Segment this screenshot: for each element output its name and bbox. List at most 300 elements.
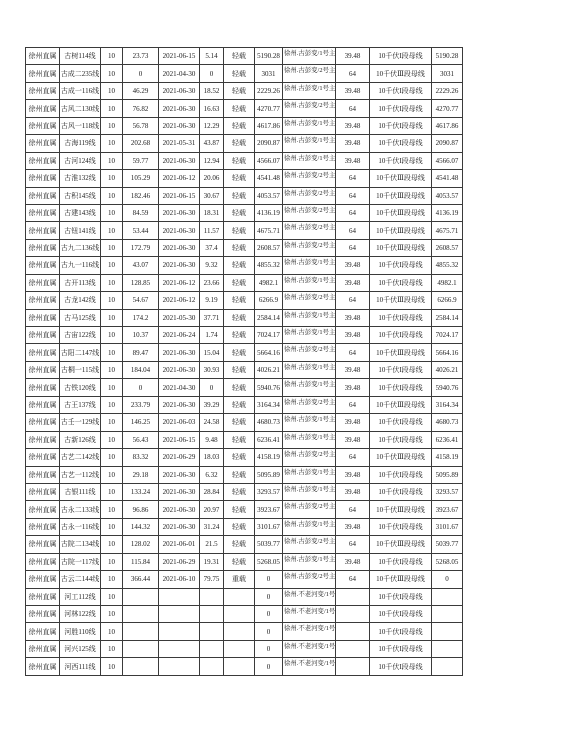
voltage-level-cell: 10 — [101, 379, 123, 396]
load-status-cell — [224, 623, 255, 640]
main-transformer-cell: 徐州.古彭变/1号主 — [283, 310, 336, 327]
available-capacity-cell: 5190.28 — [432, 48, 463, 65]
region-cell: 徐州直属 — [26, 414, 60, 431]
busbar-cell: 10千伏I段母线 — [370, 379, 432, 396]
feeder-name-cell: 古院一117线 — [60, 554, 101, 571]
transformer-value-cell: 39.48 — [336, 554, 370, 571]
transformer-value-cell: 39.48 — [336, 327, 370, 344]
region-cell: 徐州直属 — [26, 327, 60, 344]
capacity-value-cell: 4680.73 — [255, 414, 283, 431]
load-rate-cell: 20.97 — [200, 501, 224, 518]
load-value-cell: 89.47 — [123, 344, 159, 361]
load-rate-cell — [200, 606, 224, 623]
load-status-cell: 轻载 — [224, 414, 255, 431]
feeder-name-cell: 古风一118线 — [60, 118, 101, 135]
capacity-value-cell: 0 — [255, 589, 283, 606]
date-cell: 2021-06-30 — [159, 83, 200, 100]
busbar-cell: 10千伏I段母线 — [370, 310, 432, 327]
transformer-value-cell: 64 — [336, 240, 370, 257]
available-capacity-cell — [432, 623, 463, 640]
voltage-level-cell: 10 — [101, 432, 123, 449]
load-value-cell: 84.59 — [123, 205, 159, 222]
capacity-value-cell: 4158.19 — [255, 449, 283, 466]
feeder-name-cell: 古钮141线 — [60, 222, 101, 239]
transformer-value-cell: 39.48 — [336, 519, 370, 536]
busbar-cell: 10千伏I段母线 — [370, 48, 432, 65]
load-rate-cell: 79.75 — [200, 571, 224, 588]
load-value-cell — [123, 606, 159, 623]
load-rate-cell: 16.63 — [200, 100, 224, 117]
main-transformer-cell: 徐州.古彭变/1号主 — [283, 257, 336, 274]
transformer-value-cell: 64 — [336, 188, 370, 205]
main-transformer-cell: 徐州.古彭变/2号主 — [283, 536, 336, 553]
date-cell: 2021-06-29 — [159, 554, 200, 571]
available-capacity-cell — [432, 658, 463, 675]
load-status-cell: 重载 — [224, 571, 255, 588]
available-capacity-cell: 4617.86 — [432, 118, 463, 135]
capacity-value-cell: 3923.67 — [255, 501, 283, 518]
load-rate-cell: 18.03 — [200, 449, 224, 466]
transformer-value-cell: 39.48 — [336, 118, 370, 135]
busbar-cell: 10千伏Ⅲ段母线 — [370, 449, 432, 466]
busbar-cell: 10千伏I段母线 — [370, 83, 432, 100]
available-capacity-cell: 4026.21 — [432, 362, 463, 379]
load-rate-cell: 37.71 — [200, 310, 224, 327]
voltage-level-cell: 10 — [101, 519, 123, 536]
load-rate-cell — [200, 641, 224, 658]
feeder-name-cell: 古河124线 — [60, 153, 101, 170]
date-cell: 2021-06-15 — [159, 48, 200, 65]
load-status-cell: 轻载 — [224, 205, 255, 222]
load-value-cell: 0 — [123, 65, 159, 82]
date-cell: 2021-05-31 — [159, 135, 200, 152]
load-value-cell: 23.73 — [123, 48, 159, 65]
busbar-cell: 10千伏I段母线 — [370, 519, 432, 536]
load-value-cell: 59.77 — [123, 153, 159, 170]
feeder-name-cell: 古阳二147线 — [60, 344, 101, 361]
transformer-value-cell: 64 — [336, 100, 370, 117]
load-rate-cell: 31.24 — [200, 519, 224, 536]
load-value-cell: 202.68 — [123, 135, 159, 152]
main-transformer-cell: 徐州.古彭变/1号主 — [283, 379, 336, 396]
region-cell: 徐州直属 — [26, 188, 60, 205]
load-status-cell: 轻载 — [224, 118, 255, 135]
busbar-cell: 10千伏I段母线 — [370, 135, 432, 152]
feeder-name-cell: 古龙142线 — [60, 292, 101, 309]
feeder-name-cell: 古艺二142线 — [60, 449, 101, 466]
voltage-level-cell: 10 — [101, 48, 123, 65]
main-transformer-cell: 徐州.古彭变/2号主 — [283, 501, 336, 518]
feeder-name-cell: 古淮132线 — [60, 170, 101, 187]
load-rate-cell: 0 — [200, 65, 224, 82]
transformer-value-cell: 64 — [336, 292, 370, 309]
date-cell: 2021-06-29 — [159, 449, 200, 466]
voltage-level-cell: 10 — [101, 658, 123, 675]
busbar-cell: 10千伏I段母线 — [370, 623, 432, 640]
load-status-cell: 轻载 — [224, 135, 255, 152]
feeder-name-cell: 河兴125线 — [60, 641, 101, 658]
transformer-value-cell — [336, 623, 370, 640]
transformer-value-cell: 64 — [336, 449, 370, 466]
busbar-cell: 10千伏I段母线 — [370, 257, 432, 274]
transformer-value-cell: 64 — [336, 536, 370, 553]
feeder-name-cell: 古马125线 — [60, 310, 101, 327]
date-cell: 2021-06-30 — [159, 344, 200, 361]
region-cell: 徐州直属 — [26, 432, 60, 449]
capacity-value-cell: 4617.86 — [255, 118, 283, 135]
load-rate-cell: 9.48 — [200, 432, 224, 449]
transformer-value-cell: 39.48 — [336, 135, 370, 152]
load-rate-cell: 18.52 — [200, 83, 224, 100]
load-status-cell: 轻载 — [224, 240, 255, 257]
transformer-value-cell: 39.48 — [336, 484, 370, 501]
region-cell: 徐州直属 — [26, 536, 60, 553]
main-transformer-cell: 徐州.古彭变/1号主 — [283, 554, 336, 571]
feeder-name-cell: 古云二144线 — [60, 571, 101, 588]
capacity-value-cell: 4675.71 — [255, 222, 283, 239]
load-status-cell: 轻载 — [224, 379, 255, 396]
load-status-cell: 轻载 — [224, 397, 255, 414]
region-cell: 徐州直属 — [26, 48, 60, 65]
main-transformer-cell: 徐州.不老河变/1号 — [283, 606, 336, 623]
date-cell — [159, 589, 200, 606]
load-rate-cell: 15.04 — [200, 344, 224, 361]
busbar-cell: 10千伏Ⅲ段母线 — [370, 170, 432, 187]
load-status-cell: 轻载 — [224, 188, 255, 205]
voltage-level-cell: 10 — [101, 589, 123, 606]
region-cell: 徐州直属 — [26, 310, 60, 327]
capacity-value-cell: 5039.77 — [255, 536, 283, 553]
region-cell: 徐州直属 — [26, 449, 60, 466]
feeder-name-cell: 古新126线 — [60, 432, 101, 449]
load-value-cell: 53.44 — [123, 222, 159, 239]
voltage-level-cell: 10 — [101, 397, 123, 414]
main-transformer-cell: 徐州.古彭变/1号主 — [283, 48, 336, 65]
busbar-cell: 10千伏I段母线 — [370, 100, 432, 117]
busbar-cell: 10千伏I段母线 — [370, 589, 432, 606]
main-transformer-cell: 徐州.不老河变/1号 — [283, 589, 336, 606]
load-status-cell: 轻载 — [224, 536, 255, 553]
load-status-cell: 轻载 — [224, 310, 255, 327]
region-cell: 徐州直属 — [26, 467, 60, 484]
available-capacity-cell — [432, 589, 463, 606]
transformer-value-cell: 39.48 — [336, 48, 370, 65]
date-cell — [159, 606, 200, 623]
voltage-level-cell: 10 — [101, 240, 123, 257]
voltage-level-cell: 10 — [101, 310, 123, 327]
load-status-cell: 轻载 — [224, 484, 255, 501]
load-value-cell: 146.25 — [123, 414, 159, 431]
date-cell: 2021-06-12 — [159, 170, 200, 187]
busbar-cell: 10千伏I段母线 — [370, 118, 432, 135]
main-transformer-cell: 徐州.古彭变/1号主 — [283, 118, 336, 135]
available-capacity-cell: 4270.77 — [432, 100, 463, 117]
feeder-name-cell: 古永一116线 — [60, 519, 101, 536]
load-value-cell: 83.32 — [123, 449, 159, 466]
load-status-cell: 轻载 — [224, 501, 255, 518]
load-value-cell: 182.46 — [123, 188, 159, 205]
load-rate-cell: 9.19 — [200, 292, 224, 309]
date-cell: 2021-04-30 — [159, 65, 200, 82]
available-capacity-cell: 5940.76 — [432, 379, 463, 396]
load-value-cell: 172.79 — [123, 240, 159, 257]
load-value-cell — [123, 623, 159, 640]
voltage-level-cell: 10 — [101, 257, 123, 274]
transformer-value-cell: 39.48 — [336, 257, 370, 274]
available-capacity-cell: 4855.32 — [432, 257, 463, 274]
region-cell: 徐州直属 — [26, 571, 60, 588]
load-status-cell: 轻载 — [224, 257, 255, 274]
load-rate-cell: 5.14 — [200, 48, 224, 65]
date-cell: 2021-06-30 — [159, 362, 200, 379]
date-cell: 2021-06-30 — [159, 153, 200, 170]
capacity-value-cell: 2584.14 — [255, 310, 283, 327]
load-value-cell: 174.2 — [123, 310, 159, 327]
load-status-cell — [224, 606, 255, 623]
transformer-value-cell: 39.48 — [336, 153, 370, 170]
capacity-value-cell: 0 — [255, 571, 283, 588]
voltage-level-cell: 10 — [101, 501, 123, 518]
date-cell: 2021-06-30 — [159, 519, 200, 536]
voltage-level-cell: 10 — [101, 484, 123, 501]
voltage-level-cell: 10 — [101, 100, 123, 117]
capacity-value-cell: 0 — [255, 658, 283, 675]
main-transformer-cell: 徐州.古彭变/1号主 — [283, 153, 336, 170]
available-capacity-cell: 2229.26 — [432, 83, 463, 100]
voltage-level-cell: 10 — [101, 606, 123, 623]
load-rate-cell: 30.67 — [200, 188, 224, 205]
transformer-value-cell — [336, 606, 370, 623]
main-transformer-cell: 徐州.古彭变/1号主 — [283, 414, 336, 431]
busbar-cell: 10千伏Ⅲ段母线 — [370, 240, 432, 257]
transformer-value-cell — [336, 658, 370, 675]
capacity-value-cell: 0 — [255, 606, 283, 623]
region-cell: 徐州直属 — [26, 641, 60, 658]
voltage-level-cell: 10 — [101, 571, 123, 588]
region-cell: 徐州直属 — [26, 222, 60, 239]
capacity-value-cell: 2090.87 — [255, 135, 283, 152]
load-status-cell: 轻载 — [224, 467, 255, 484]
feeder-name-cell: 古九二136线 — [60, 240, 101, 257]
voltage-level-cell: 10 — [101, 83, 123, 100]
busbar-cell: 10千伏I段母线 — [370, 554, 432, 571]
load-value-cell: 56.78 — [123, 118, 159, 135]
load-status-cell: 轻载 — [224, 100, 255, 117]
load-value-cell: 366.44 — [123, 571, 159, 588]
busbar-cell: 10千伏Ⅲ段母线 — [370, 571, 432, 588]
load-rate-cell: 12.29 — [200, 118, 224, 135]
region-cell: 徐州直属 — [26, 240, 60, 257]
voltage-level-cell: 10 — [101, 641, 123, 658]
transformer-value-cell: 64 — [336, 501, 370, 518]
date-cell: 2021-06-30 — [159, 205, 200, 222]
transformer-value-cell: 64 — [336, 222, 370, 239]
region-cell: 徐州直属 — [26, 623, 60, 640]
busbar-cell: 10千伏I段母线 — [370, 484, 432, 501]
available-capacity-cell — [432, 606, 463, 623]
main-transformer-cell: 徐州.古彭变/1号主 — [283, 519, 336, 536]
load-status-cell: 轻载 — [224, 292, 255, 309]
available-capacity-cell: 5095.89 — [432, 467, 463, 484]
main-transformer-cell: 徐州.古彭变/2号主 — [283, 65, 336, 82]
feeder-name-cell: 古桐一115线 — [60, 362, 101, 379]
available-capacity-cell: 6236.41 — [432, 432, 463, 449]
feeder-name-cell: 古艺一112线 — [60, 467, 101, 484]
main-transformer-cell: 徐州.古彭变/1号主 — [283, 135, 336, 152]
load-value-cell — [123, 641, 159, 658]
feeder-name-cell: 古银111线 — [60, 484, 101, 501]
load-value-cell: 184.04 — [123, 362, 159, 379]
load-rate-cell: 39.29 — [200, 397, 224, 414]
voltage-level-cell: 10 — [101, 623, 123, 640]
load-rate-cell: 18.31 — [200, 205, 224, 222]
load-value-cell: 144.32 — [123, 519, 159, 536]
busbar-cell: 10千伏I段母线 — [370, 467, 432, 484]
feeder-name-cell: 古九一116线 — [60, 257, 101, 274]
transformer-value-cell: 39.48 — [336, 432, 370, 449]
busbar-cell: 10千伏Ⅲ段母线 — [370, 344, 432, 361]
feeder-name-cell: 古开113线 — [60, 275, 101, 292]
voltage-level-cell: 10 — [101, 153, 123, 170]
main-transformer-cell: 徐州.古彭变/1号主 — [283, 467, 336, 484]
busbar-cell: 10千伏Ⅲ段母线 — [370, 501, 432, 518]
available-capacity-cell: 4982.1 — [432, 275, 463, 292]
load-rate-cell: 43.87 — [200, 135, 224, 152]
load-value-cell: 96.86 — [123, 501, 159, 518]
load-value-cell: 115.84 — [123, 554, 159, 571]
voltage-level-cell: 10 — [101, 135, 123, 152]
available-capacity-cell: 2090.87 — [432, 135, 463, 152]
date-cell: 2021-06-01 — [159, 536, 200, 553]
busbar-cell: 10千伏Ⅲ段母线 — [370, 222, 432, 239]
busbar-cell: 10千伏I段母线 — [370, 641, 432, 658]
date-cell: 2021-06-30 — [159, 222, 200, 239]
available-capacity-cell: 5664.16 — [432, 344, 463, 361]
load-status-cell: 轻载 — [224, 222, 255, 239]
load-rate-cell — [200, 658, 224, 675]
busbar-cell: 10千伏Ⅲ段母线 — [370, 292, 432, 309]
main-transformer-cell: 徐州.古彭变/2号主 — [283, 205, 336, 222]
load-rate-cell: 19.31 — [200, 554, 224, 571]
load-value-cell: 29.18 — [123, 467, 159, 484]
busbar-cell: 10千伏I段母线 — [370, 606, 432, 623]
capacity-value-cell: 4053.57 — [255, 188, 283, 205]
load-value-cell: 105.29 — [123, 170, 159, 187]
load-status-cell: 轻载 — [224, 65, 255, 82]
available-capacity-cell: 6266.9 — [432, 292, 463, 309]
voltage-level-cell: 10 — [101, 344, 123, 361]
capacity-value-cell: 2608.57 — [255, 240, 283, 257]
date-cell — [159, 623, 200, 640]
capacity-value-cell: 0 — [255, 641, 283, 658]
capacity-value-cell: 4855.32 — [255, 257, 283, 274]
load-rate-cell: 1.74 — [200, 327, 224, 344]
transformer-value-cell: 39.48 — [336, 310, 370, 327]
feeder-name-cell: 古院二134线 — [60, 536, 101, 553]
date-cell: 2021-06-10 — [159, 571, 200, 588]
region-cell: 徐州直属 — [26, 554, 60, 571]
busbar-cell: 10千伏I段母线 — [370, 414, 432, 431]
date-cell: 2021-06-30 — [159, 240, 200, 257]
feeder-name-cell: 河林122线 — [60, 606, 101, 623]
region-cell: 徐州直属 — [26, 205, 60, 222]
available-capacity-cell: 3164.34 — [432, 397, 463, 414]
feeder-name-cell: 古积145线 — [60, 188, 101, 205]
load-status-cell — [224, 589, 255, 606]
transformer-value-cell: 64 — [336, 65, 370, 82]
voltage-level-cell: 10 — [101, 170, 123, 187]
transformer-value-cell — [336, 641, 370, 658]
transformer-value-cell: 64 — [336, 397, 370, 414]
voltage-level-cell: 10 — [101, 414, 123, 431]
load-status-cell: 轻载 — [224, 519, 255, 536]
date-cell: 2021-06-30 — [159, 118, 200, 135]
available-capacity-cell: 2608.57 — [432, 240, 463, 257]
transformer-value-cell: 39.48 — [336, 379, 370, 396]
capacity-value-cell: 6266.9 — [255, 292, 283, 309]
load-rate-cell: 9.32 — [200, 257, 224, 274]
date-cell: 2021-06-30 — [159, 397, 200, 414]
capacity-value-cell: 4270.77 — [255, 100, 283, 117]
capacity-value-cell: 3164.34 — [255, 397, 283, 414]
load-status-cell — [224, 658, 255, 675]
region-cell: 徐州直属 — [26, 100, 60, 117]
transformer-value-cell: 64 — [336, 571, 370, 588]
region-cell: 徐州直属 — [26, 362, 60, 379]
capacity-value-cell: 5190.28 — [255, 48, 283, 65]
main-transformer-cell: 徐州.古彭变/2号主 — [283, 222, 336, 239]
load-status-cell: 轻载 — [224, 275, 255, 292]
busbar-cell: 10千伏I段母线 — [370, 432, 432, 449]
available-capacity-cell: 4053.57 — [432, 188, 463, 205]
busbar-cell: 10千伏I段母线 — [370, 153, 432, 170]
region-cell: 徐州直属 — [26, 397, 60, 414]
capacity-value-cell: 3293.57 — [255, 484, 283, 501]
main-transformer-cell: 徐州.不老河变/1号 — [283, 623, 336, 640]
capacity-value-cell: 0 — [255, 623, 283, 640]
load-value-cell: 10.37 — [123, 327, 159, 344]
available-capacity-cell: 4136.19 — [432, 205, 463, 222]
load-rate-cell: 21.5 — [200, 536, 224, 553]
capacity-value-cell: 4982.1 — [255, 275, 283, 292]
region-cell: 徐州直属 — [26, 519, 60, 536]
transformer-value-cell — [336, 589, 370, 606]
load-rate-cell: 30.93 — [200, 362, 224, 379]
region-cell: 徐州直属 — [26, 170, 60, 187]
main-transformer-cell: 徐州.古彭变/2号主 — [283, 188, 336, 205]
date-cell: 2021-06-30 — [159, 467, 200, 484]
voltage-level-cell: 10 — [101, 275, 123, 292]
main-transformer-cell: 徐州.古彭变/2号主 — [283, 292, 336, 309]
load-value-cell: 76.82 — [123, 100, 159, 117]
transformer-value-cell: 39.48 — [336, 275, 370, 292]
voltage-level-cell: 10 — [101, 188, 123, 205]
date-cell: 2021-06-30 — [159, 501, 200, 518]
feeder-name-cell: 河工112线 — [60, 589, 101, 606]
region-cell: 徐州直属 — [26, 292, 60, 309]
transformer-value-cell: 64 — [336, 344, 370, 361]
capacity-value-cell: 4566.07 — [255, 153, 283, 170]
load-status-cell: 轻载 — [224, 432, 255, 449]
transformer-value-cell: 39.48 — [336, 83, 370, 100]
busbar-cell: 10千伏I段母线 — [370, 275, 432, 292]
voltage-level-cell: 10 — [101, 554, 123, 571]
load-rate-cell: 11.57 — [200, 222, 224, 239]
load-rate-cell: 24.58 — [200, 414, 224, 431]
load-value-cell: 56.43 — [123, 432, 159, 449]
load-value-cell: 133.24 — [123, 484, 159, 501]
main-transformer-cell: 徐州.古彭变/2号主 — [283, 240, 336, 257]
